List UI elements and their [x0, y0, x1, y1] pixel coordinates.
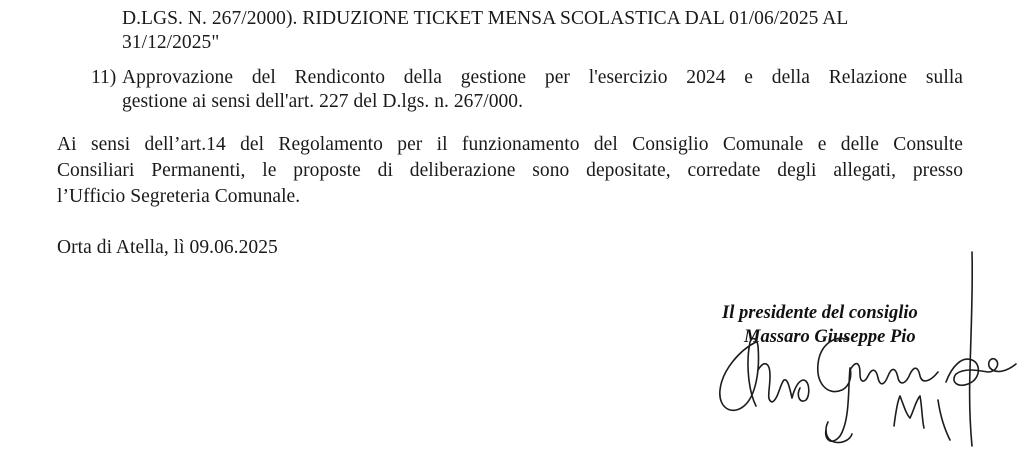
signature-name: Massaro Giuseppe Pio — [744, 327, 916, 347]
place-date: Orta di Atella, lì 09.06.2025 — [57, 237, 278, 258]
item11-line2: gestione ai sensi dell'art. 227 del D.lgs. n. 267/000. — [122, 91, 524, 112]
paragraph-line1: Ai sensi dell’art.14 del Regolamento per il funzionamento del Consiglio Comunale e delle Consulte — [57, 134, 963, 155]
signature-title: Il presidente del consiglio — [722, 303, 918, 323]
paragraph-line3: l’Ufficio Segreteria Comunale. — [57, 186, 301, 207]
item10-line2: 31/12/2025" — [122, 32, 220, 53]
signature-block — [700, 250, 1020, 455]
item11-line1: Approvazione del Rendiconto della gestione per l'esercizio 2024 e della Relazione sulla — [122, 67, 963, 88]
handwritten-signature — [700, 250, 1020, 455]
item11-number: 11) — [91, 67, 117, 88]
item10-line1: D.LGS. N. 267/2000). RIDUZIONE TICKET MENSA SCOLASTICA DAL 01/06/2025 AL — [122, 8, 849, 29]
paragraph-line2: Consiliari Permanenti, le proposte di deliberazione sono depositate, corredate degli allegati, presso — [57, 160, 963, 181]
